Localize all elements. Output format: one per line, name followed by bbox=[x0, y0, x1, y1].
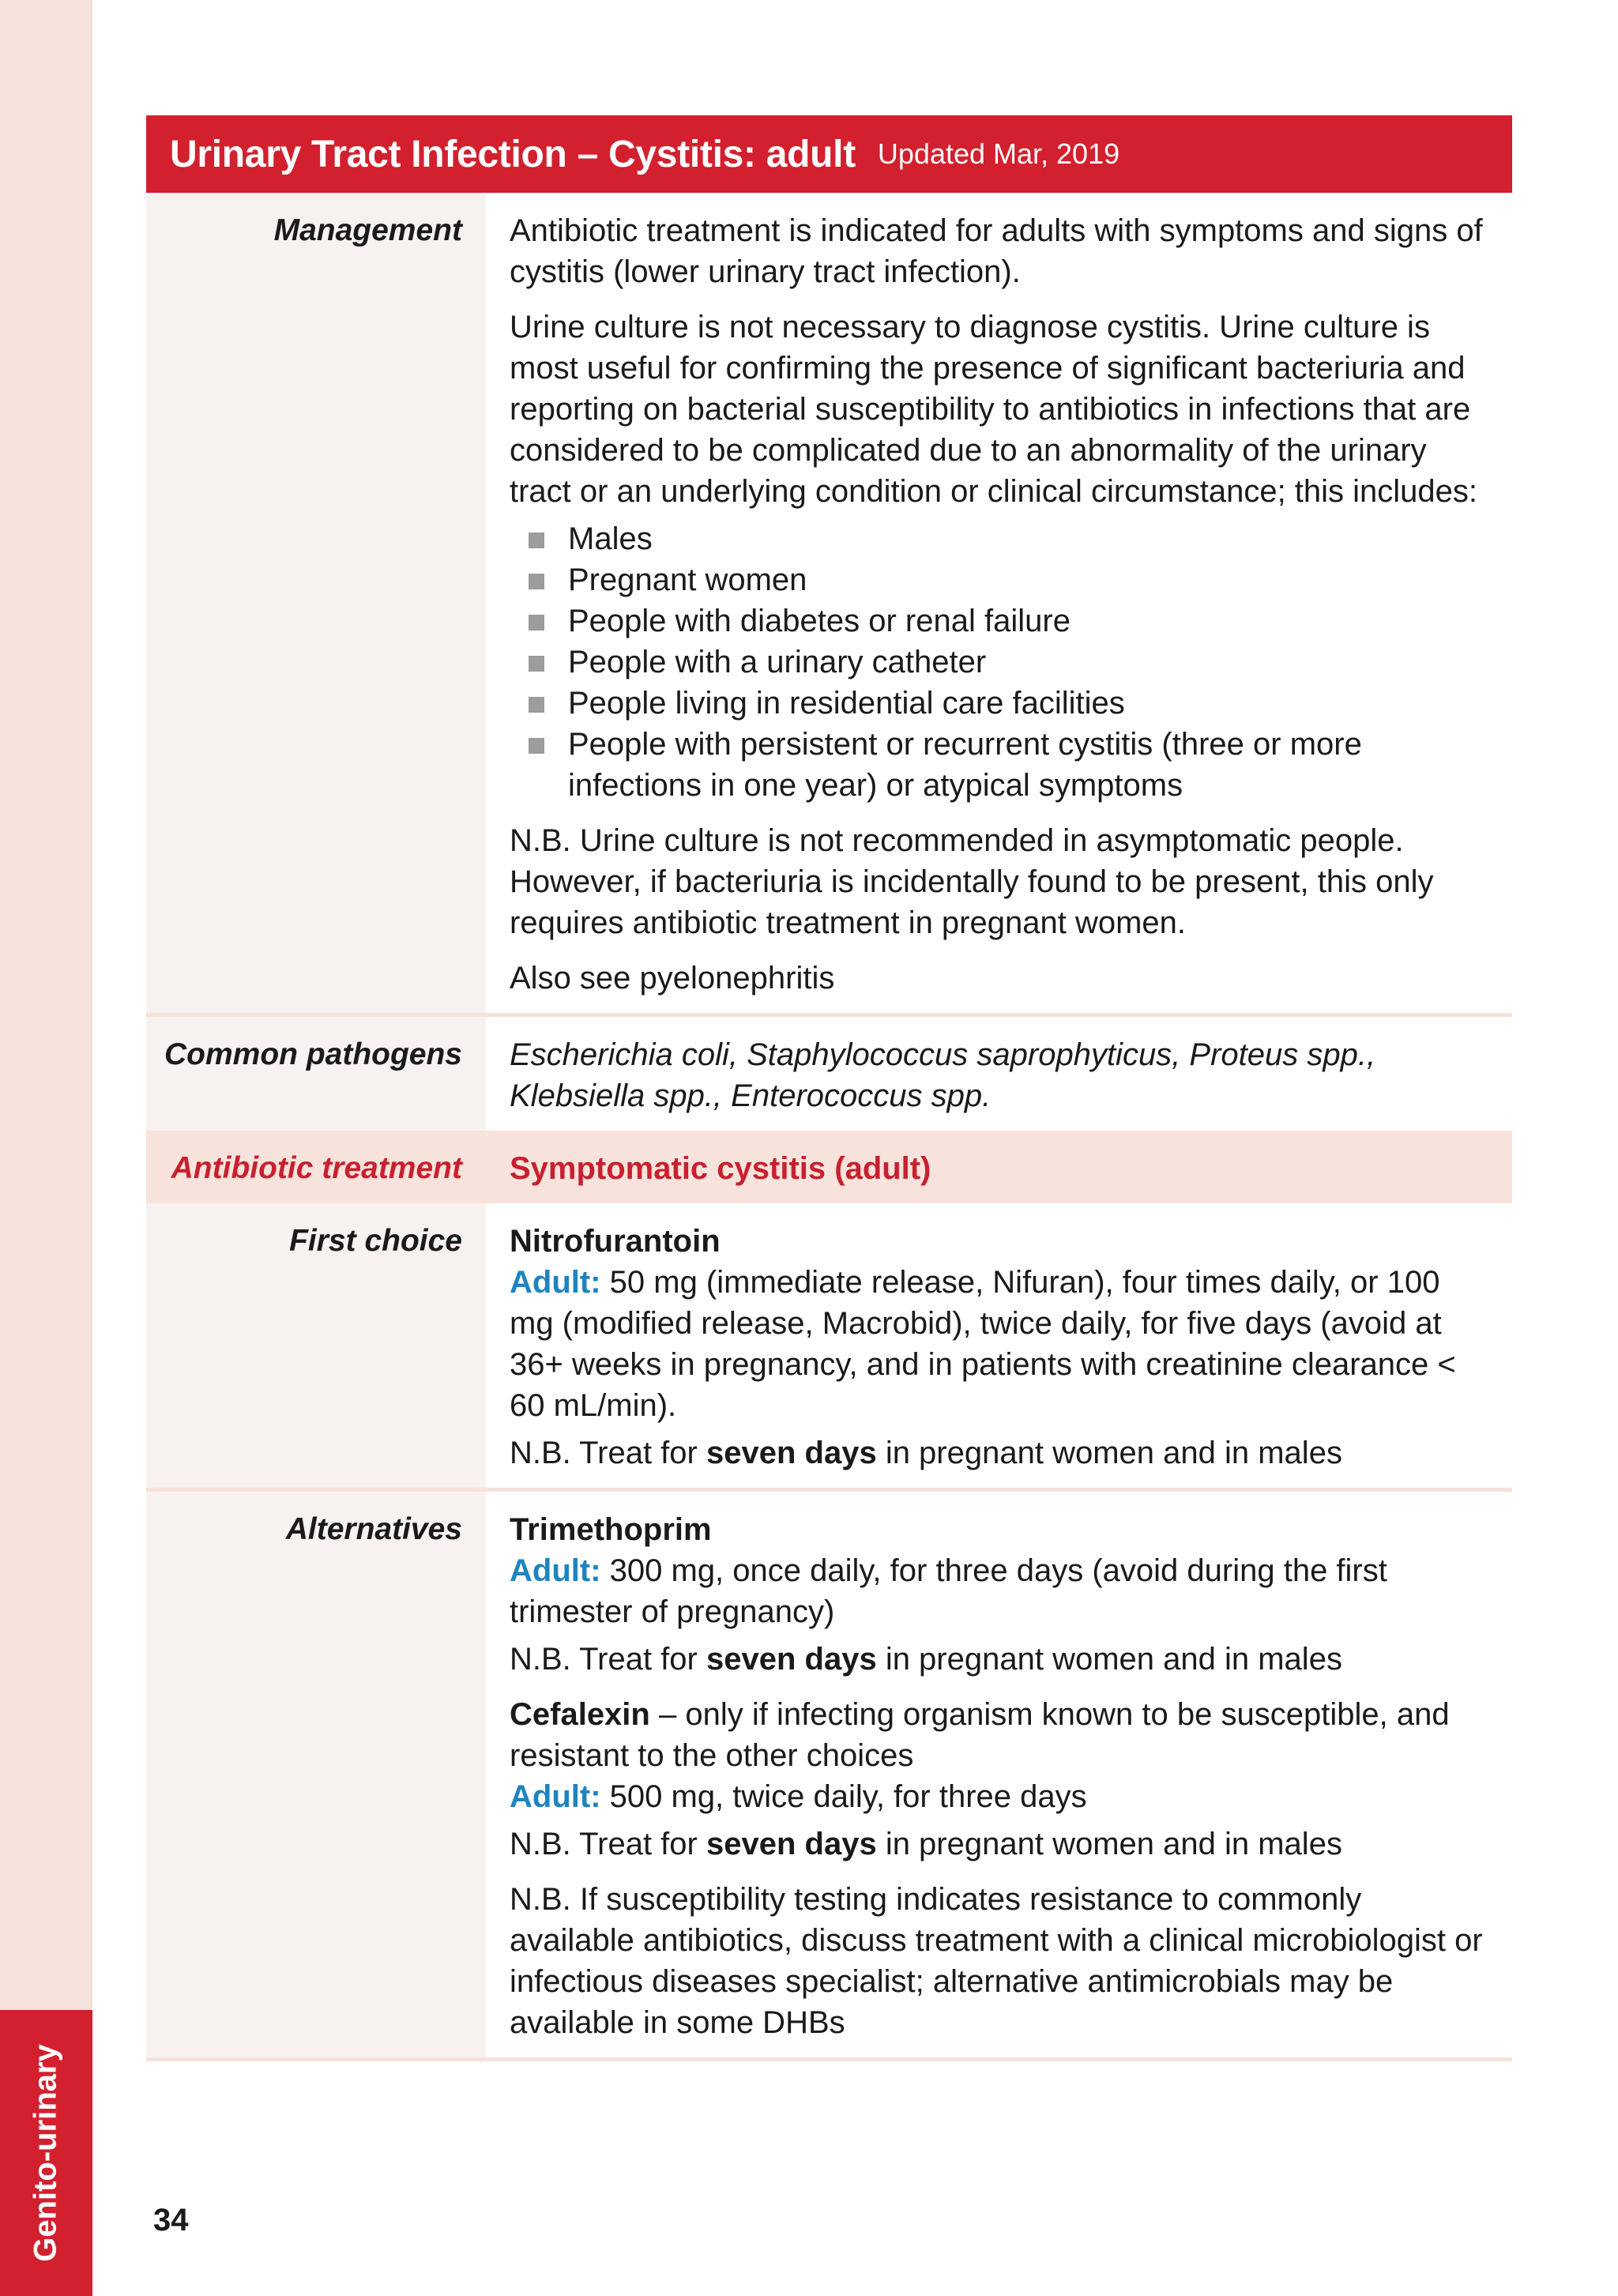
dose-text: 500 mg, twice daily, for three days bbox=[609, 1779, 1087, 1814]
treatment-note: N.B. Treat for seven days in pregnant women and in males bbox=[510, 1642, 1342, 1677]
treatment-label: Antibiotic treatment bbox=[146, 1131, 486, 1203]
resistance-note: N.B. If susceptibility testing indicates resistance to commonly available antibiotics, discuss treatment with a clinical microbiologist or infectious diseases specialist; alternative antimicrobials may be available in some DHBs bbox=[510, 1882, 1483, 2040]
list-item: People with diabetes or renal failure bbox=[529, 600, 1490, 642]
drug-note: – only if infecting organism known to be susceptible, and resistant to the other choices bbox=[510, 1697, 1450, 1773]
title-bar bbox=[146, 115, 1512, 193]
adult-dose-label: Adult: bbox=[510, 1553, 601, 1588]
first-choice-row bbox=[146, 1203, 1512, 1492]
pathogens-content bbox=[486, 1017, 1512, 1131]
management-label: Management bbox=[146, 193, 486, 1013]
management-row bbox=[146, 193, 1512, 1017]
guideline-table bbox=[146, 193, 1512, 2061]
pathogens-list: Escherichia coli, Staphylococcus saprophyticus, Proteus spp., Klebsiella spp., Enterococcus spp. bbox=[510, 1037, 1376, 1113]
drug-name: Trimethoprim bbox=[510, 1512, 712, 1547]
management-note: N.B. Urine culture is not recommended in asymptomatic people. However, if bacteriuria is incidentally found to be present, this only requires antibiotic treatment in pregnant women. bbox=[510, 823, 1434, 940]
drug-name: Nitrofurantoin bbox=[510, 1224, 721, 1259]
list-item: People living in residential care facilities bbox=[529, 683, 1490, 724]
alternatives-row bbox=[146, 1492, 1512, 2061]
management-paragraph: Antibiotic treatment is indicated for adults with symptoms and signs of cystitis (lower urinary tract infection). bbox=[510, 213, 1483, 289]
management-content bbox=[486, 193, 1512, 1013]
page-number: 34 bbox=[153, 2203, 189, 2238]
list-item: Males bbox=[529, 518, 1490, 559]
treatment-note: N.B. Treat for seven days in pregnant women and in males bbox=[510, 1827, 1342, 1861]
page-title: Urinary Tract Infection – Cystitis: adult bbox=[170, 133, 856, 175]
dose-text: 50 mg (immediate release, Nifuran), four times daily, or 100 mg (modified release, Macrobid), twice daily, for five days (avoid at 36+ weeks in pregnancy, and in patients with creatinine clearance < 60 mL/min). bbox=[510, 1265, 1456, 1423]
adult-dose-label: Adult: bbox=[510, 1265, 601, 1300]
dose-text: 300 mg, once daily, for three days (avoid during the first trimester of pregnancy) bbox=[510, 1553, 1387, 1629]
first-choice-label: First choice bbox=[146, 1203, 486, 1488]
updated-date: Updated Mar, 2019 bbox=[877, 137, 1120, 170]
side-strip bbox=[0, 0, 92, 2296]
list-item: People with a urinary catheter bbox=[529, 642, 1490, 683]
adult-dose-label: Adult: bbox=[510, 1779, 601, 1814]
treatment-heading-row bbox=[146, 1131, 1512, 1203]
first-choice-content bbox=[486, 1203, 1512, 1488]
alternatives-label: Alternatives bbox=[146, 1492, 486, 2057]
alternatives-content bbox=[486, 1492, 1512, 2057]
treatment-note: N.B. Treat for seven days in pregnant women and in males bbox=[510, 1436, 1342, 1470]
list-item: People with persistent or recurrent cystitis (three or more infections in one year) or atypical symptoms bbox=[529, 724, 1490, 806]
pathogens-row bbox=[146, 1017, 1512, 1131]
treatment-heading: Symptomatic cystitis (adult) bbox=[486, 1131, 1512, 1203]
complicated-conditions-list bbox=[510, 518, 1490, 806]
list-item: Pregnant women bbox=[529, 559, 1490, 600]
section-tab bbox=[0, 2010, 92, 2296]
management-paragraph: Urine culture is not necessary to diagnose cystitis. Urine culture is most useful for confirming the presence of significant bacteriuria and reporting on bacterial susceptibility to antibiotics in infections that are considered to be complicated due to an abnormality of the urinary tract or an underlying condition or clinical circumstance; this includes: bbox=[510, 310, 1478, 509]
pathogens-label: Common pathogens bbox=[146, 1017, 486, 1131]
drug-name: Cefalexin bbox=[510, 1697, 650, 1732]
see-also-pyelonephritis: Also see pyelonephritis bbox=[510, 961, 835, 996]
section-tab-label: Genito-urinary bbox=[28, 2044, 63, 2262]
